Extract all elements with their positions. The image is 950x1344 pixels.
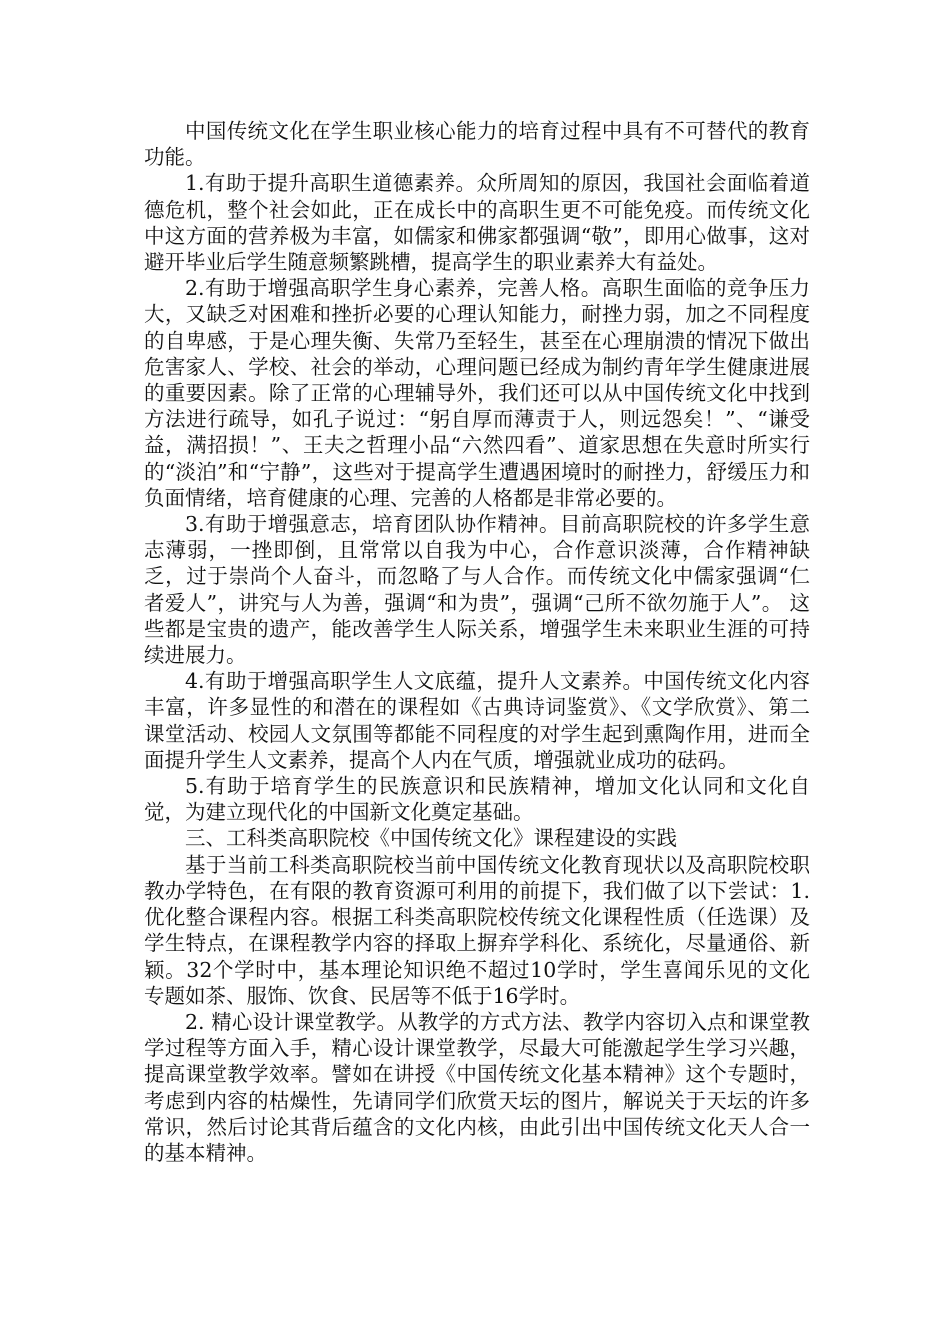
document-body [144,118,810,1166]
point-2-paragraph: 2.有助于增强高职学生身心素养，完善人格。高职生面临的竞争压力大，又缺乏对困难和挫折必要的心理认知能力，耐挫力弱，加之不同程度的自卑感，于是心理失衡、失常乃至轻生，甚至在心理崩溃的情况下做出危害家人、学校、社会的举动，心理问题已经成为制约青年学生健康进展的重要因素。除了正常的心理辅导外，我们还可以从中国传统文化中找到方法进行疏导，如孔子说过：“躬自厚而薄责于人，则远怨矣！”、“谦受益，满招损！”、王夫之哲理小品“六然四看”、道家思想在失意时所实行的“淡泊”和“宁静”，这些对于提高学生遭遇困境时的耐挫力，舒缓压力和负面情绪，培育健康的心理、完善的人格都是非常必要的。 [144,276,810,510]
practice-1-paragraph: 基于当前工科类高职院校当前中国传统文化教育现状以及高职院校职教办学特色，在有限的教育资源可利用的前提下，我们做了以下尝试：1. 优化整合课程内容。根据工科类高职院校传统文化课程性质（任选课）及学生特点，在课程教学内容的择取上摒弃学科化、系统化，尽量通俗、新颖。32个学时中，基本理论知识绝不超过10学时，学生喜闻乐见的文化专题如茶、服饰、饮食、民居等不低于16学时。 [144,852,810,1008]
point-1-paragraph: 1.有助于提升高职生道德素养。众所周知的原因，我国社会面临着道德危机，整个社会如此，正在成长中的高职生更不可能免疫。而传统文化中这方面的营养极为丰富，如儒家和佛家都强调“敬”，即用心做事，这对避开毕业后学生随意频繁跳槽，提高学生的职业素养大有益处。 [144,171,810,275]
point-3-paragraph: 3.有助于增强意志，培育团队协作精神。目前高职院校的许多学生意志薄弱，一挫即倒，且常常以自我为中心，合作意识淡薄，合作精神缺乏，过于崇尚个人奋斗，而忽略了与人合作。而传统文化中儒家强调“仁者爱人”，讲究与人为善，强调“和为贵”，强调“己所不欲勿施于人”。 这些都是宝贵的遗产，能改善学生人际关系，增强学生未来职业生涯的可持续进展力。 [144,512,810,668]
point-4-paragraph: 4.有助于增强高职学生人文底蕴，提升人文素养。中国传统文化内容丰富，许多显性的和潜在的课程如《古典诗词鉴赏》、《文学欣赏》、第二课堂活动、校园人文氛围等都能不同程度的对学生起到熏陶作用，进而全面提升学生人文素养，提高个人内在气质，增强就业成功的砝码。 [144,669,810,772]
point-5-paragraph: 5.有助于培育学生的民族意识和民族精神，增加文化认同和文化自觉，为建立现代化的中国新文化奠定基础。 [144,774,810,825]
practice-2-paragraph: 2. 精心设计课堂教学。从教学的方式方法、教学内容切入点和课堂教学过程等方面入手，精心设计课堂教学，尽最大可能激起学生学习兴趣，提高课堂教学效率。譬如在讲授《中国传统文化基本精神》这个专题时，考虑到内容的枯燥性，先请同学们欣赏天坛的图片，解说关于天坛的许多常识，然后讨论其背后蕴含的文化内核，由此引出中国传统文化天人合一的基本精神。 [144,1009,810,1165]
intro-paragraph: 中国传统文化在学生职业核心能力的培育过程中具有不可替代的教育功能。 [144,119,810,170]
section-heading: 三、工科类高职院校《中国传统文化》课程建设的实践 [185,826,677,851]
